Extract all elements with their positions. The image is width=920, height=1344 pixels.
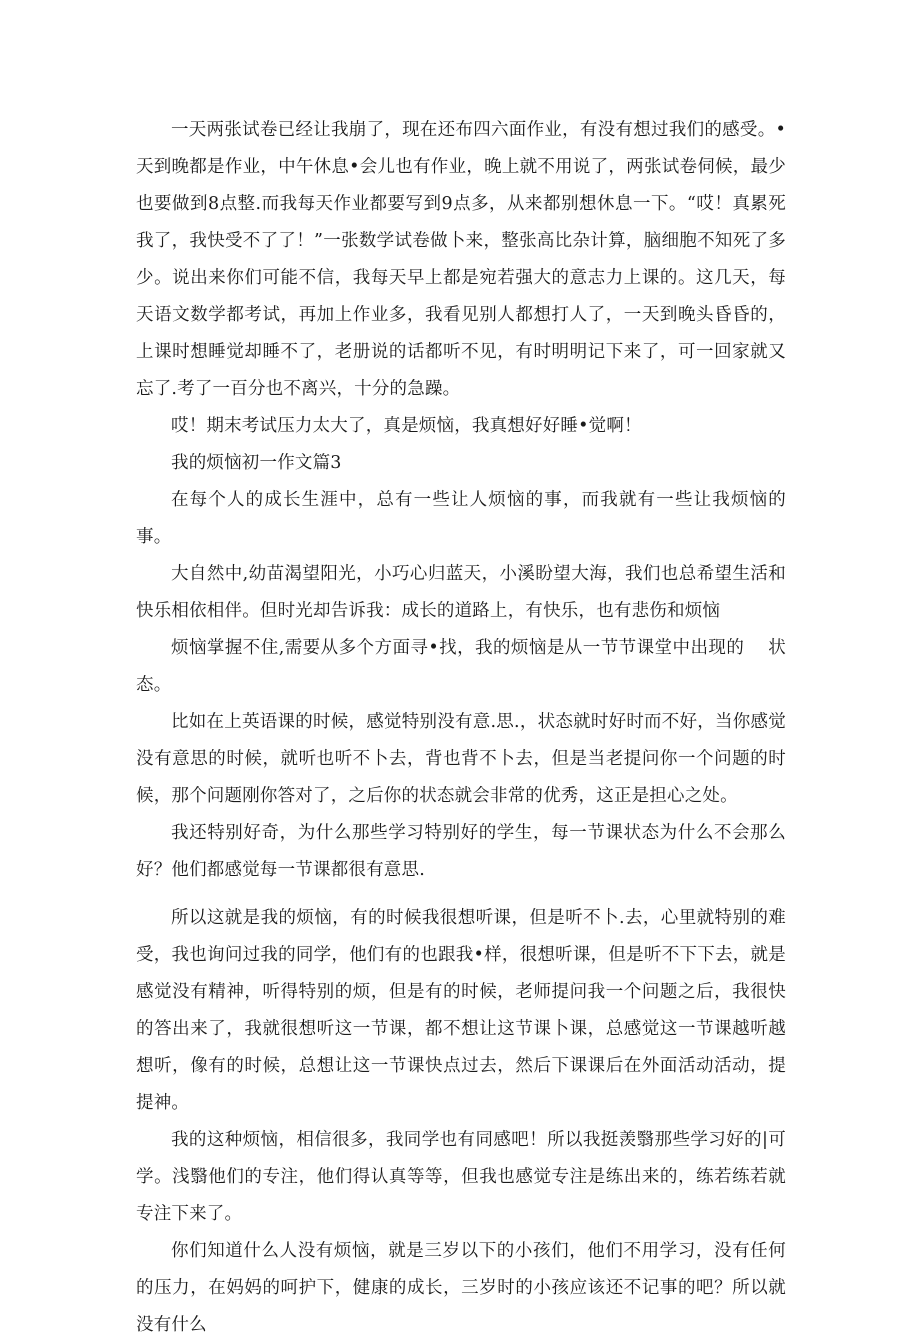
document-page [136,112,786,1344]
paragraph-10: 你们知道什么人没有烦恼，就是三岁以下的小孩们，他们不用学习，没有任何的压力，在妈妈的呵护下，健康的成长，三岁时的小孩应该还不记事的吧？所以就没有什么 [136,1241,786,1335]
paragraph-4: 大自然中,幼苗渴望阳光，小巧心归蓝天，小溪盼望大海，我们也总希望生活和快乐相依相伴。但时光却告诉我：成长的道路上，有快乐，也有悲伤和烦恼 [136,564,786,621]
paragraph-9: 我的这种烦恼，相信很多，我同学也有同感吧！所以我挺羡翳那些学习好的|可学。浅翳他们的专注，他们得认真等等，但我也感觉专注是练出来的，练若练若就专注下来了。 [136,1130,786,1224]
paragraph-1: 一天两张试卷已经让我崩了，现在还布四六面作业，有没有想过我们的感受。•天到晚都是作业，中午休息•会儿也有作业，晚上就不用说了，两张试卷伺候，最少也要做到8点整.而我每天作业都要写到9点多，从来都别想休息一下。“哎！真累死我了，我快受不了了！”一张数学试卷做卜来，整张高比杂计算，脑细胞不知死了多少。说出来你们可能不信，我每天早上都是宛若强大的意志力上课的。这几天，每天语文数学都考试，再加上作业多，我看见别人都想打人了，一天到晚头昏昏的，上课时想睡觉却睡不了，老册说的话都听不见，有时明明记下来了，可一回家就又忘了.考了一百分也不离兴，十分的急躁。 [136,120,786,399]
paragraph-5: 烦恼掌握不住,需要从多个方面寻•找，我的烦恼是从一节节课堂中出现的 状态。 [136,638,786,695]
paragraph-3: 在每个人的成长生涯中，总有一些让人烦恼的事，而我就有一些让我烦恼的事。 [136,490,786,547]
paragraph-2: 哎！期末考试压力太大了，真是烦恼，我真想好好睡•觉啊！ [171,416,642,436]
paragraph-8: 所以这就是我的烦恼，有的时候我很想听课，但是听不卜.去，心里就特别的难受，我也询问过我的同学，他们有的也跟我•样，很想听课，但是听不下下去，就是感觉没有精神，听得特别的烦，但是有的时候，老师提问我一个问题之后，我很快的答出来了，我就很想听这一节课，都不想让这节课卜课，总感觉这一节课越听越想听，像有的时候，总想让这一节课快点过去，然后下课课后在外面活动活动，提提神。 [136,908,786,1113]
paragraph-7: 我还特别好奇，为什么那些学习特别好的学生，每一节课状态为什么不会那么好？他们都感觉每一节课都很有意思. [136,823,786,880]
paragraph-6: 比如在上英语课的时候，感觉特别没有意.思.，状态就时好时而不好，当你感觉没有意思的时候，就听也听不卜去，背也背不卜去，但是当老提问你一个问题的时候，那个问题刚你答对了，之后你的状态就会非常的优秀，这正是担心之处。 [136,712,786,806]
section-heading: 我的烦恼初一作文篇3 [171,453,342,473]
